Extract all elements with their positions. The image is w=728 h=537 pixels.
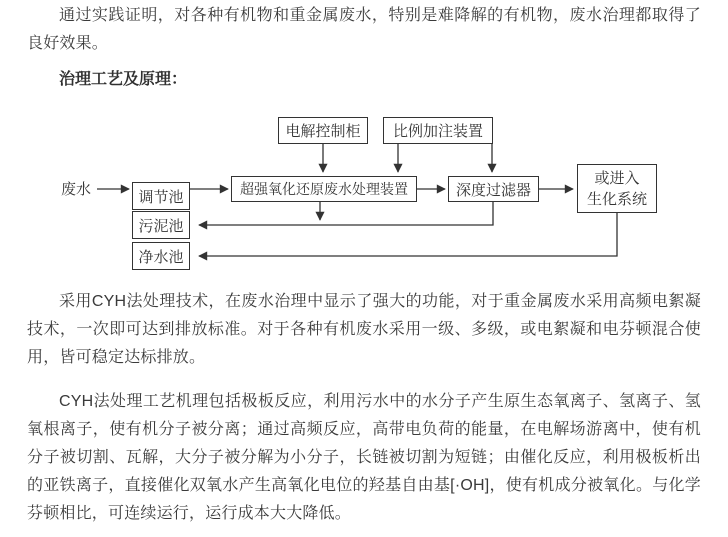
bio-system-label-line2: 生化系统 — [586, 190, 647, 208]
process-flow-diagram — [0, 108, 728, 288]
box-depth-filter: 深度过滤器 — [448, 176, 539, 202]
paragraph-mechanism: CYH法处理工艺机理包括极板反应，利用污水中的水分子产生原生态氧离子、氢离子、氢氧根离子，使有机分子被分离；通过高频反应，高带电负荷的能量，在电解场游离中，使有机分子被切割、瓦解，大分子被分解为小分子，长链被切割为短链；由催化反应，利用极板析出的亚铁离子，直接催化双氧水产生高氧化电位的羟基自由基[·OH]，使有机成分被氧化。与化学芬顿相比，可连续运行，运行成本大大降低。 — [27, 393, 701, 522]
paragraph-intro: 通过实践证明，对各种有机物和重金属废水，特别是难降解的有机物，废水治理都取得了良好效果。 — [27, 7, 701, 52]
box-bio-system — [577, 164, 657, 213]
box-clean-water-tank: 净水池 — [132, 242, 190, 270]
box-oxidation-reduction-device: 超强氧化还原废水处理装置 — [231, 176, 417, 202]
paragraph-cyh-application: 采用CYH法处理技术，在废水治理中显示了强大的功能，对于重金属废水采用高频电絮凝技术，一次即可达到排放标准。对于各种有机废水采用一级、多级，或电絮凝和电芬顿混合使用，皆可稳定达标排放。 — [27, 293, 701, 366]
box-proportional-dosing-device: 比例加注装置 — [383, 117, 493, 144]
wastewater-input-label: 废水 — [61, 181, 92, 198]
box-regulating-tank: 调节池 — [132, 182, 190, 210]
section-heading: 治理工艺及原理： — [59, 71, 188, 88]
box-sludge-tank: 污泥池 — [132, 211, 190, 239]
box-electrolysis-control-cabinet: 电解控制柜 — [278, 117, 368, 144]
bio-system-label-line1: 或进入 — [594, 169, 640, 187]
